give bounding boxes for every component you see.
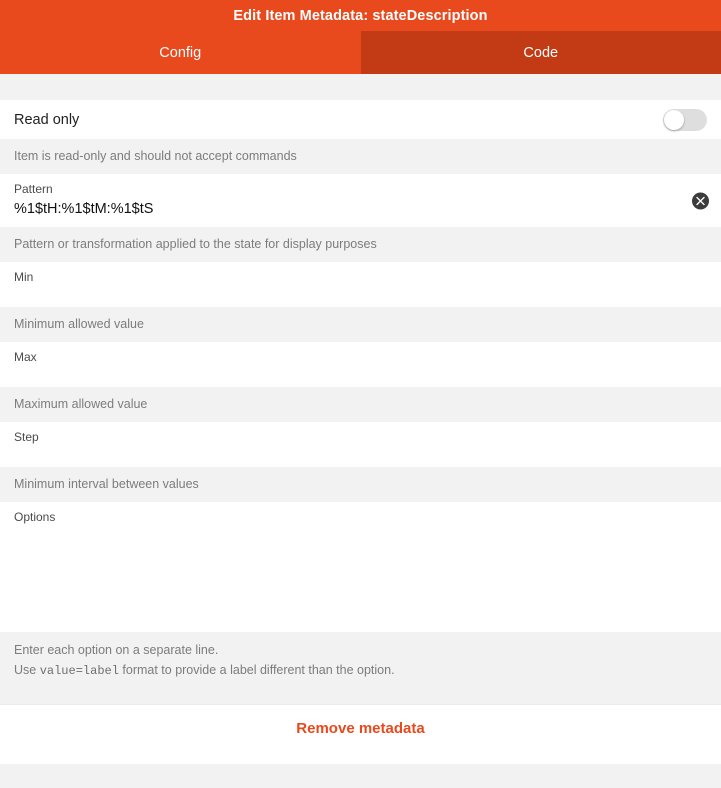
min-input[interactable] xyxy=(14,288,707,307)
pattern-field-wrapper[interactable] xyxy=(0,174,721,227)
max-input[interactable] xyxy=(14,368,707,387)
options-helper-post: format to provide a label different than the option. xyxy=(118,662,395,677)
options-helper-mono: value=label xyxy=(39,663,119,678)
step-field-wrapper[interactable] xyxy=(0,422,721,467)
max-label: Max xyxy=(14,350,37,365)
options-helper-line1: Enter each option on a separate line. xyxy=(14,643,219,658)
bottom-spacer xyxy=(0,752,721,764)
tab-config[interactable] xyxy=(0,31,361,74)
step-label: Step xyxy=(14,430,39,445)
options-input[interactable] xyxy=(14,528,707,547)
min-label: Min xyxy=(14,270,34,285)
min-helper: Minimum allowed value xyxy=(0,307,721,342)
max-field-wrapper[interactable] xyxy=(0,342,721,387)
step-helper: Minimum interval between values xyxy=(0,467,721,502)
readonly-helper: Item is read-only and should not accept commands xyxy=(0,139,721,174)
pattern-helper: Pattern or transformation applied to the state for display purposes xyxy=(0,227,721,262)
readonly-row[interactable] xyxy=(0,100,721,139)
remove-metadata-button[interactable] xyxy=(0,704,721,752)
readonly-toggle[interactable] xyxy=(663,109,707,131)
max-helper: Maximum allowed value xyxy=(0,387,721,422)
step-input[interactable] xyxy=(14,448,707,467)
tab-bar xyxy=(0,31,721,74)
options-label: Options xyxy=(14,510,56,525)
form-scroll-area[interactable] xyxy=(0,74,721,788)
min-field-wrapper[interactable] xyxy=(0,262,721,307)
pattern-label: Pattern xyxy=(14,182,53,197)
page-title: Edit Item Metadata: stateDescription xyxy=(233,7,488,24)
top-spacer xyxy=(0,74,721,100)
options-helper-line2 xyxy=(14,661,707,681)
pattern-input[interactable]: %1$tH:%1$tM:%1$tS xyxy=(14,200,154,217)
options-helper xyxy=(0,632,721,692)
readonly-label: Read only xyxy=(14,111,80,128)
tab-code-label: Code xyxy=(523,44,559,61)
dialog-header xyxy=(0,0,721,31)
readonly-toggle-knob xyxy=(664,110,684,130)
clear-circle-icon[interactable] xyxy=(692,192,709,209)
tab-config-label: Config xyxy=(159,44,202,61)
pre-action-spacer xyxy=(0,692,721,704)
options-helper-pre: Use xyxy=(14,662,40,677)
tab-code[interactable] xyxy=(361,31,721,74)
remove-metadata-label: Remove metadata xyxy=(296,720,425,738)
options-field-wrapper[interactable] xyxy=(0,502,721,632)
